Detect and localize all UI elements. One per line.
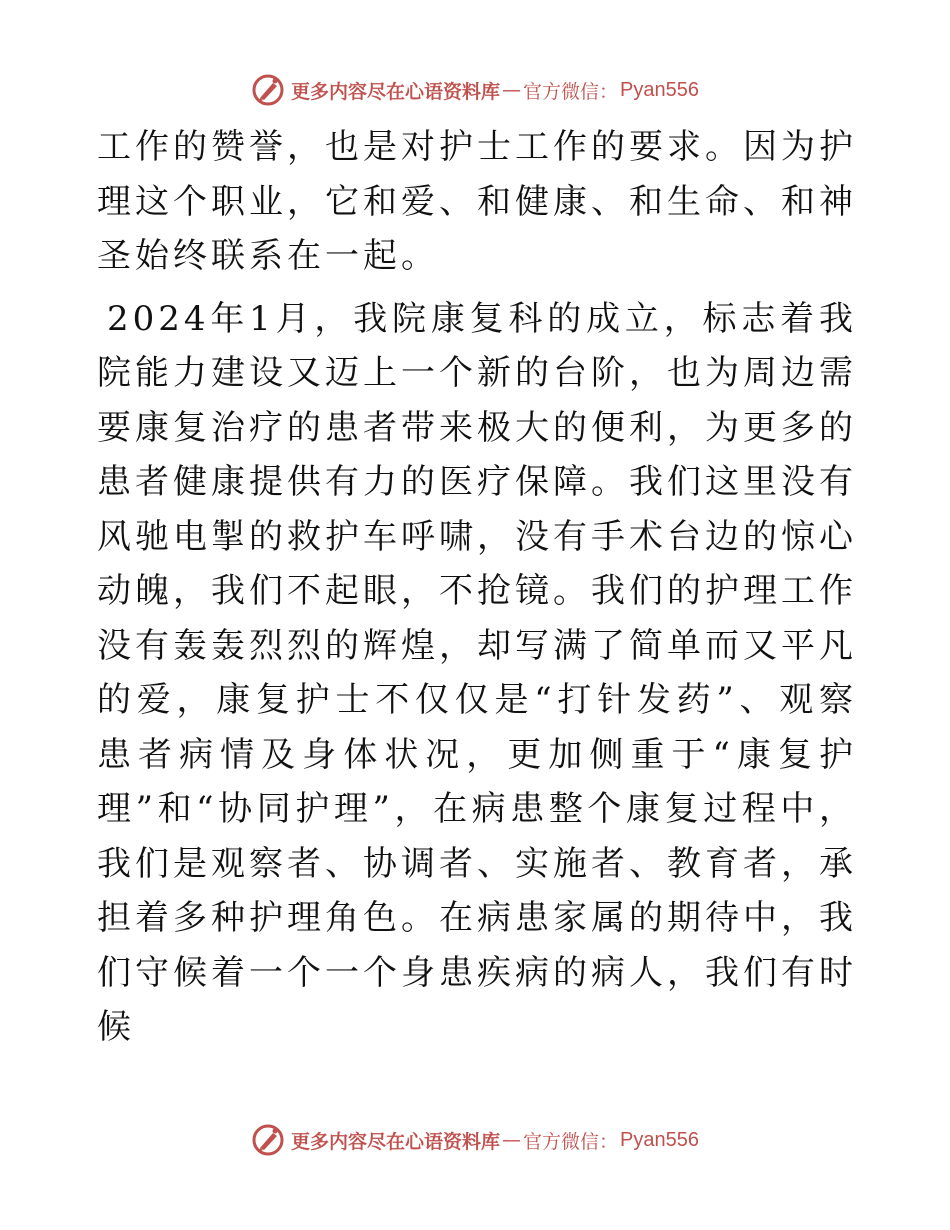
header-brand-text: 更多内容尽在心语资料库	[291, 80, 501, 103]
header-official-label: 官方微信：	[523, 80, 619, 103]
header-banner	[0, 70, 950, 110]
paragraph-2: 2024年1月，我院康复科的成立，标志着我院能力建设又迈上一个新的台阶，也为周边需要康复治疗的患者带来极大的便利，为更多的患者健康提供有力的医疗保障。我们这里没有风驰电掣的救护车呼啸，没有手术台边的惊心动魄，我们不起眼，不抢镜。我们的护理工作没有轰轰烈烈的辉煌，却写满了简单而又平凡的爱，康复护士不仅仅是“打针发药”、观察患者病情及身体状况，更加侧重于“康复护理”和“协同护理”，在病患整个康复过程中，我们是观察者、协调者、实施者、教育者，承担着多种护理角色。在病患家属的期待中，我们守候着一个一个身患疾病的病人，我们有时候	[97, 298, 857, 1047]
paragraph-1: 工作的赞誉，也是对护士工作的要求。因为护理这个职业，它和爱、和健康、和生命、和神圣始终联系在一起。	[97, 127, 857, 276]
footer-official-label: 官方微信：	[523, 1130, 619, 1153]
footer-wechat-handle: Pyan556	[620, 1128, 699, 1151]
footer-banner	[0, 1120, 950, 1160]
header-dash: —	[502, 79, 522, 101]
pen-logo-icon	[251, 73, 285, 107]
footer-brand-text: 更多内容尽在心语资料库	[291, 1130, 501, 1153]
footer-dash: —	[502, 1129, 522, 1151]
header-wechat-handle: Pyan556	[620, 78, 699, 101]
pen-logo-icon	[251, 1123, 285, 1157]
document-body	[97, 120, 857, 1055]
